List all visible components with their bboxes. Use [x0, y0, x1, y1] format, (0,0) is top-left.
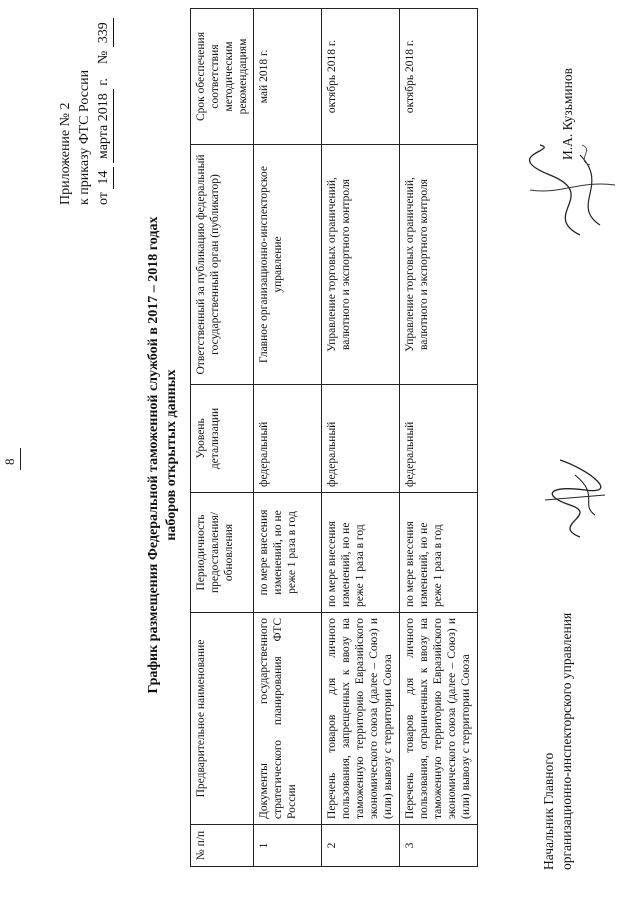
row-num: 1: [254, 825, 322, 867]
open-data-table: [190, 8, 478, 867]
table-row: [322, 9, 400, 867]
title-line-2: наборов открытых данных: [164, 369, 179, 541]
row-publisher: Управление торговых ограничений, валютного и экспортного контроля: [400, 145, 478, 385]
order-number: 339: [94, 18, 114, 47]
appendix-line-1: Приложение № 2: [58, 102, 73, 205]
row-deadline: октябрь 2018 г.: [322, 9, 400, 145]
row-level: федеральный: [400, 385, 478, 493]
date-day: 14: [94, 167, 114, 189]
document-title: [145, 175, 181, 735]
table-row: [400, 9, 478, 867]
row-level: федеральный: [322, 385, 400, 493]
appendix-line-2: к приказу ФТС России: [77, 69, 92, 205]
appendix-date-line: [94, 18, 114, 205]
header-name: Предварительное наименование: [191, 613, 254, 825]
row-level: федеральный: [254, 385, 322, 493]
title-line-1: График размещения Федеральной таможенной службой в 2017 – 2018 годах: [146, 216, 161, 694]
appendix-header: [56, 18, 114, 205]
row-name: Перечень товаров для личного пользования, запрещенных к ввозу на таможенную территорию Евразийского экономического союза (далее – Союз) и (или) вывозу с территории Союза: [322, 613, 400, 825]
row-name: Перечень товаров для личного пользования, ограниченных к ввозу на таможенную территорию Евразийского экономического союза (далее – Союз) и (или) вывозу с территории Союза: [400, 613, 478, 825]
header-num: № п/п: [191, 825, 254, 867]
page-number: 8: [2, 458, 17, 465]
row-deadline: октябрь 2018 г.: [400, 9, 478, 145]
row-publisher: Главное организационно-инспекторское управление: [254, 145, 322, 385]
header-deadline: Срок обеспечения соответствия методическим рекомендациям: [191, 9, 254, 145]
handwritten-signature: [540, 455, 610, 545]
header-level: Уровень детализации: [191, 385, 254, 493]
table-row: [254, 9, 322, 867]
row-period: по мере внесения изменений, но не реже 1 раза в год: [400, 493, 478, 613]
row-period: по мере внесения изменений, но не реже 1 раза в год: [322, 493, 400, 613]
position-line-2: организационно-инспекторского управления: [559, 612, 574, 870]
row-num: 2: [322, 825, 400, 867]
row-name: Документы государственного стратегического планирования ФТС России: [254, 613, 322, 825]
date-prefix: от: [96, 192, 111, 205]
signatory-position: [540, 613, 576, 870]
number-prefix: №: [96, 50, 111, 65]
row-deadline: май 2018 г.: [254, 9, 322, 145]
page-number-underline: [20, 448, 21, 470]
row-num: 3: [400, 825, 478, 867]
date-suffix: г.: [96, 78, 111, 86]
row-period: по мере внесения изменений, но не реже 1 раза в год: [254, 493, 322, 613]
row-publisher: Управление торговых ограничений, валютного и экспортного контроля: [322, 145, 400, 385]
date-month-year: марта 2018: [94, 89, 114, 163]
header-period: Периодичность предоставления/ обновления: [191, 493, 254, 613]
header-publisher: Ответственный за публикацию федеральный государственный орган (публикатор): [191, 145, 254, 385]
signatory-name: И.А. Кузьминов: [560, 68, 575, 160]
position-line-1: Начальник Главного: [541, 752, 556, 870]
table-header-row: [191, 9, 254, 867]
